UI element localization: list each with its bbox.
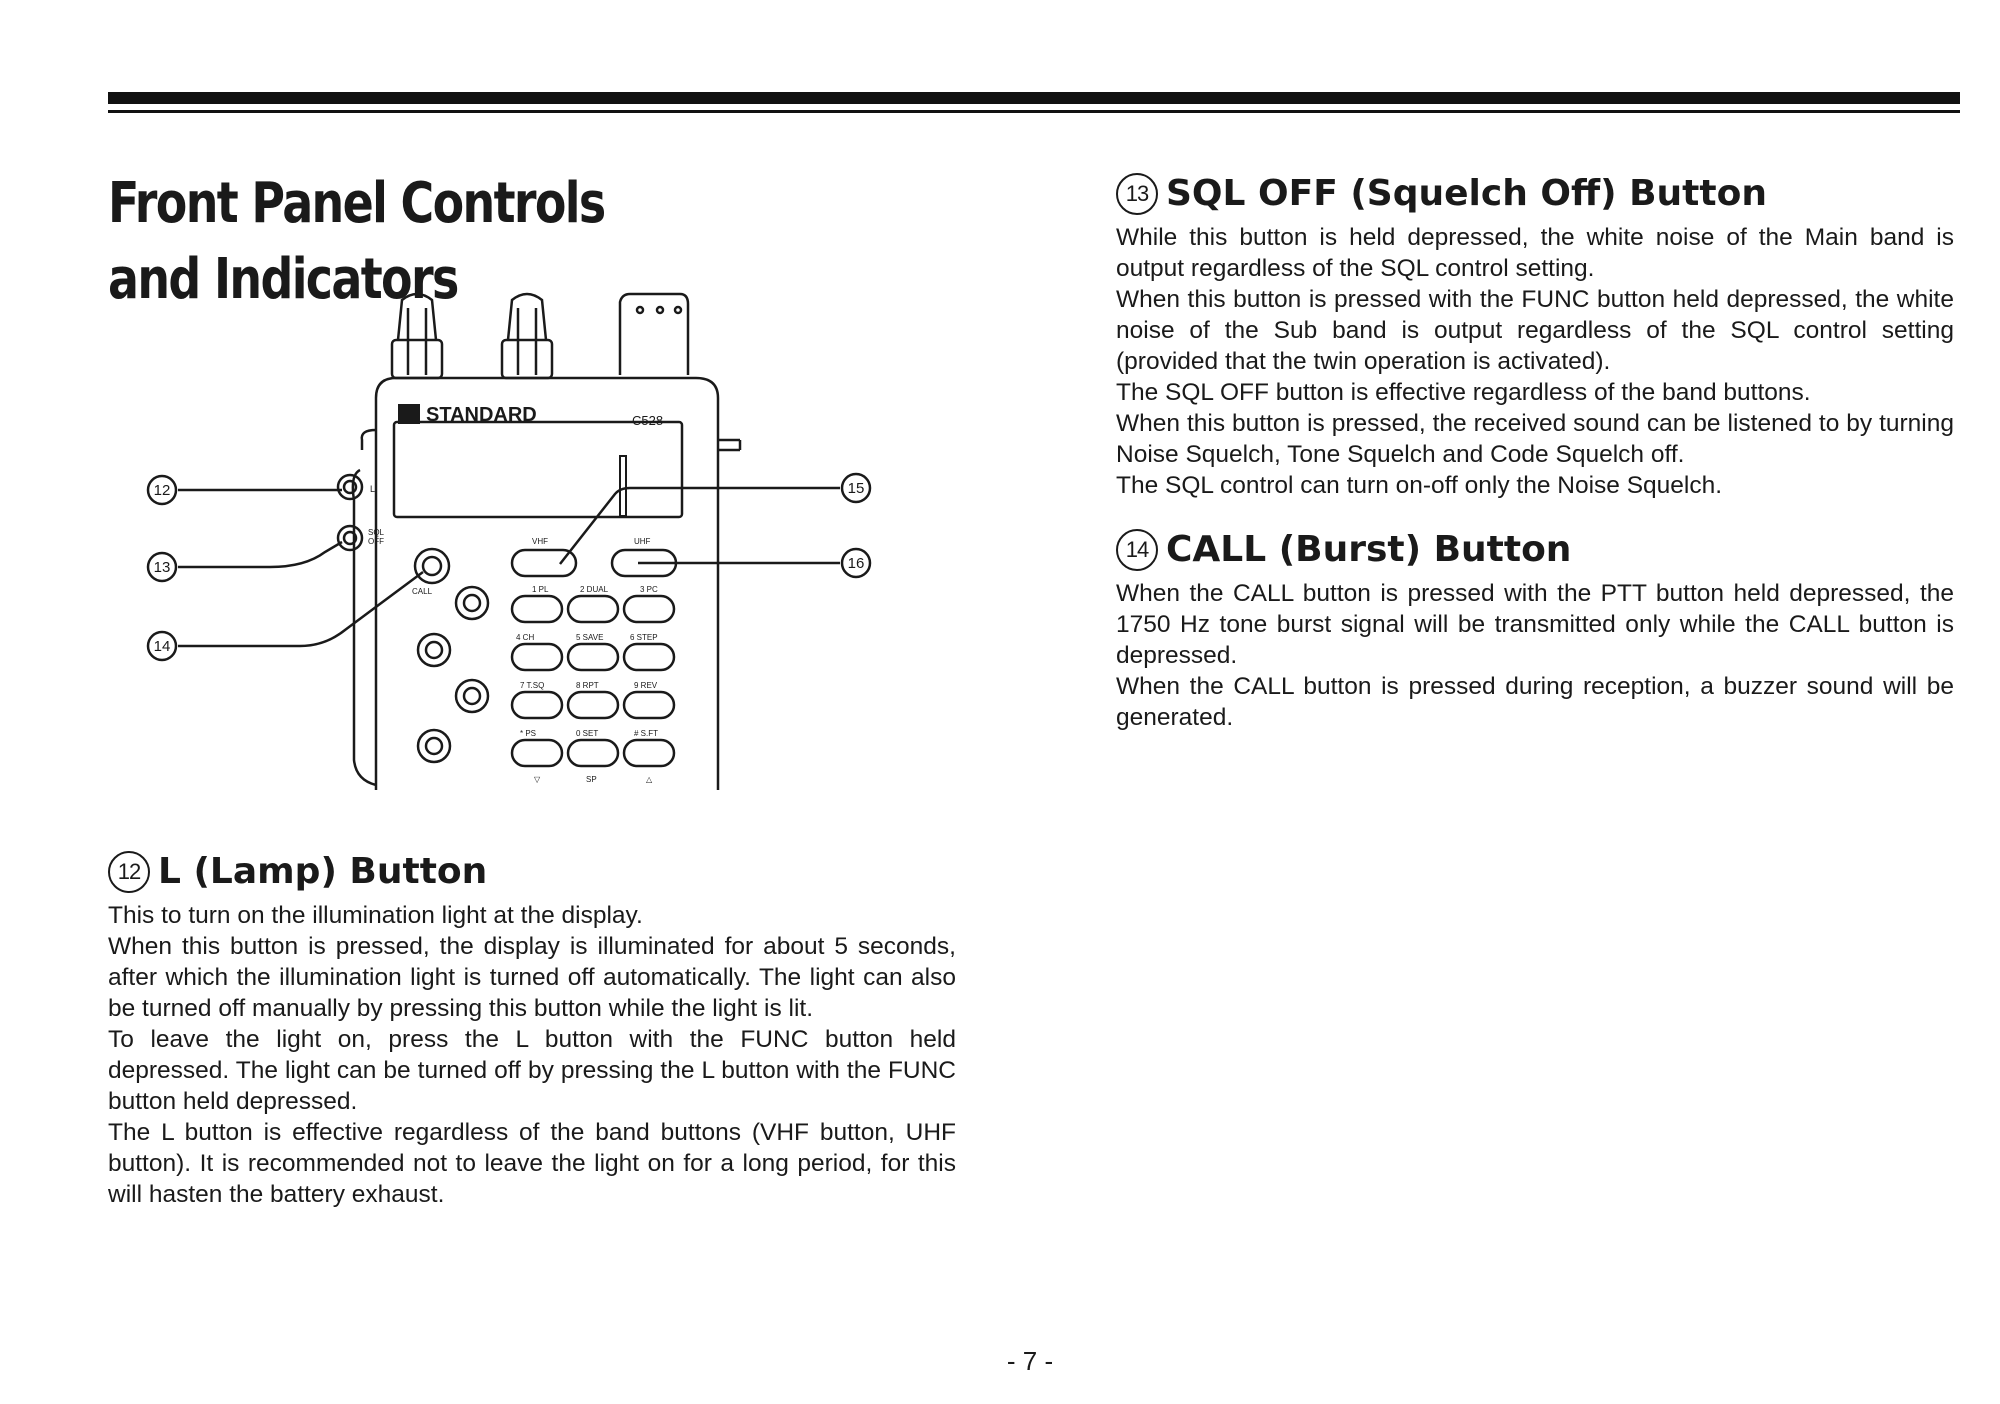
callout-16-label: 16 [847,555,865,572]
power-button[interactable] [418,730,450,762]
callout-13-label: 13 [153,559,171,576]
header-rule-thin [108,110,1960,113]
volume-knob [392,294,442,378]
paragraph: When this button is pressed with the FUNC button held depressed, the white noise of the Sub band is output regardless of the SQL control setting (provided that the twin operation is activated). [1116,286,1954,375]
section-title: CALL (Burst) Button [1166,529,1572,570]
radio-body [376,378,718,790]
section-heading [1116,172,1954,216]
sql-off-button[interactable] [338,526,362,550]
lamp-side-label: L [370,484,376,494]
squelch-knob [502,294,552,378]
section-number-badge: 14 [1116,529,1158,571]
vfo-button[interactable] [456,680,488,712]
antenna-connector [620,294,688,375]
section-title: L (Lamp) Button [158,851,488,892]
section-body [108,900,956,1210]
radio-front-panel-diagram [140,280,920,800]
page-number: - 7 - [1006,1346,1054,1376]
key-label: 1 PL [532,585,549,594]
key-label: 2 DUAL [580,585,609,594]
brand-label: STANDARD [426,404,537,426]
page-title: Front Panel Controls and Indicators [108,171,605,312]
paragraph: When the CALL button is pressed during reception, a buzzer sound will be generated. [1116,673,1954,731]
call-button[interactable] [415,549,449,583]
mr-button[interactable] [418,634,450,666]
lcd-display [394,422,682,517]
key-label: 5 SAVE [576,633,604,642]
paragraph: To leave the light on, press the L button with the FUNC button held depressed. The light can be turned off by pressing the L button with the FUNC button held depressed. [108,1026,956,1115]
section-number-badge: 12 [108,851,150,893]
paragraph: This to turn on the illumination light at the display. [108,902,643,929]
sql-side-label-2: OFF [368,537,384,546]
callout-leader-13 [178,542,342,567]
lamp-button[interactable] [338,475,362,499]
paragraph: When the CALL button is pressed with the PTT button held depressed, the 1750 Hz tone burst signal will be transmitted only while the CALL button is depressed. [1116,580,1954,669]
key-label: 8 RPT [576,681,599,690]
callout-14-label: 14 [153,638,171,655]
section-lamp-button [108,850,956,1210]
paragraph: When this button is pressed, the received sound can be listened to by turning Noise Squelch, Tone Squelch and Code Squelch off. [1116,410,1954,468]
key-label: 4 CH [516,633,535,642]
callout-12-label: 12 [153,482,171,499]
key-label: 6 STEP [630,633,658,642]
key-label: * PS [520,729,537,738]
vhf-label: VHF [532,537,548,546]
section-body [1116,222,1954,501]
paragraph: The SQL OFF button is effective regardless of the band buttons. [1116,379,1811,406]
key-label: 3 PC [640,585,658,594]
paragraph: While this button is held depressed, the white noise of the Main band is output regardless of the SQL control setting. [1116,224,1954,282]
model-label: C528 [632,413,664,428]
sql-side-label: SQL [368,528,385,537]
bottom-label: △ [646,775,653,784]
section-number-badge: 13 [1116,173,1158,215]
header-rule [108,92,1960,104]
callout-leader-15 [560,488,840,564]
section-sql-off-button [1116,172,1954,501]
bottom-label: ▽ [534,775,541,784]
bottom-label: SP [586,775,597,784]
paragraph: When this button is pressed, the display is illuminated for about 5 seconds, after which the illumination light is turned off automatically. The light can also be turned off manually by pressing this button while the light is lit. [108,933,956,1022]
section-title: SQL OFF (Squelch Off) Button [1166,173,1767,214]
uhf-label: UHF [634,537,651,546]
paragraph: The SQL control can turn on-off only the Noise Squelch. [1116,472,1723,499]
call-side-label: CALL [412,587,433,596]
section-call-button [1116,528,1954,733]
section-body [1116,578,1954,733]
section-heading [1116,528,1954,572]
callout-leader-14 [178,572,423,646]
key-label: # S.FT [634,729,659,738]
callout-15-label: 15 [847,480,865,497]
section-heading [108,850,956,894]
func-button[interactable] [456,587,488,619]
key-label: 9 REV [634,681,658,690]
key-label: 0 SET [576,729,599,738]
paragraph: The L button is effective regardless of the band buttons (VHF button, UHF button). It is recommended not to leave the light on for a long period, for this will hasten the battery exhaust. [108,1119,956,1208]
key-label: 7 T.SQ [520,681,545,690]
